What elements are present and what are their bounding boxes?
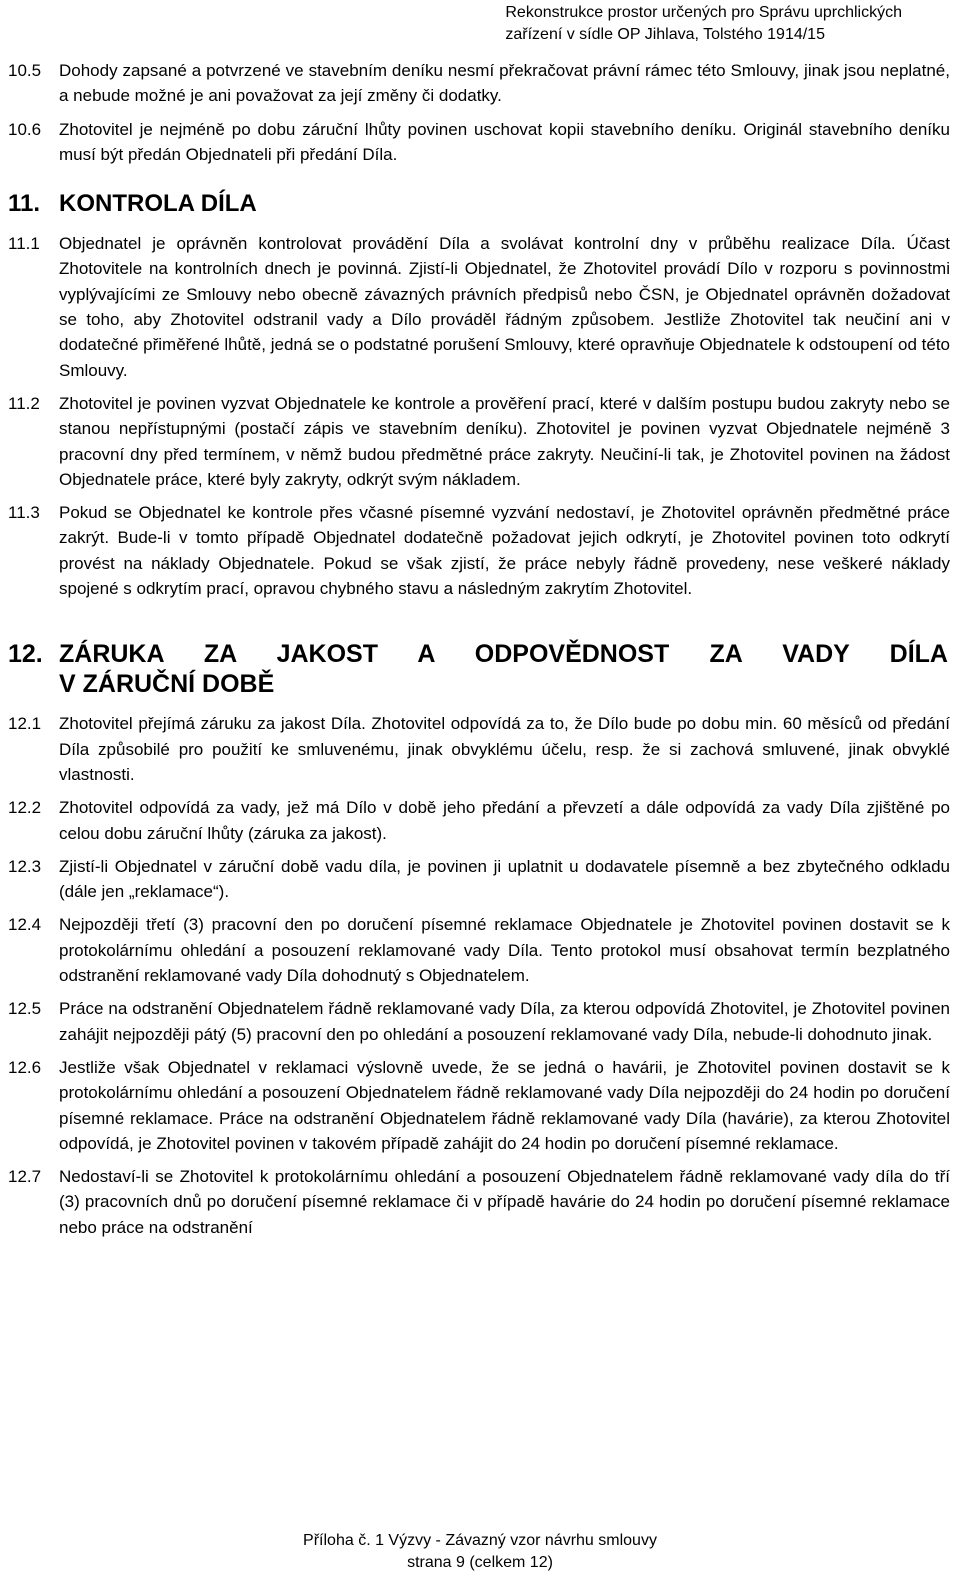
clause-11-1 [8, 231, 950, 383]
clause-text: Zjistí-li Objednatel v záruční době vadu díla, je povinen ji uplatnit u dodavatele písemně a bez zbytečného odkladu (dále jen „reklamace“). [59, 856, 950, 902]
clause-10-6 [8, 117, 950, 168]
clause-number: 10.6 [8, 119, 42, 139]
section-11-heading [8, 189, 950, 219]
clause-number: 12.4 [8, 915, 42, 935]
clause-12-2 [8, 795, 950, 846]
clause-text: Dohody zapsané a potvrzené ve stavebním deníku nesmí překračovat právní rámec této Smlouvy, jinak jsou neplatné, a nebude možné je ani považovat za její změny či dodatky. [59, 61, 950, 106]
clause-text: Nejpozději třetí (3) pracovní den po doručení písemné reklamace Objednatele je Zhotovitel povinen dostavit se k protokolárnímu ohledání a posouzení reklamované vady Díla. Tento protokol musí obsahovat termín bezplatného odstranění reklamované vady Díla dohodnutý s Objednatelem. [59, 915, 950, 986]
clause-10-5 [8, 58, 950, 109]
clause-12-5 [8, 996, 950, 1047]
clause-text: Pokud se Objednatel ke kontrole přes včasné písemné vyzvání nedostaví, je Zhotovitel oprávněn předmětné práce zakrýt. Bude-li v tomto případě Objednatel dodatečně požadovat jejich odkrytí, je Zhotovitel povinen toto odkrytí provést na náklady Objednatele. Pokud se však zjistí, že práce nebyly řádně provedeny, nese veškeré náklady spojené s odkrytím prací, opravou chybného stavu a následným zakrytím Zhotovitel. [59, 503, 950, 599]
clause-12-7 [8, 1164, 950, 1240]
page-footer [0, 1530, 960, 1574]
clause-text: Práce na odstranění Objednatelem řádně reklamované vady Díla, za kterou odpovídá Zhotovitel, je Zhotovitel povinen zahájit nejpozději pátý (5) pracovní den po ohledání a posouzení reklamované vady Díla, nebude-li dohodnuto jinak. [59, 999, 950, 1044]
clause-12-3 [8, 854, 950, 905]
clause-text: Jestliže však Objednatel v reklamaci výslovně uvede, že se jedná o havárii, je Zhotovitel povinen dostavit se k protokolárnímu ohledání a posouzení Objednatelem řádně reklamované vady Díla nejpozději do 24 hodin po doručení písemné reklamace. Práce na odstranění Objednatelem řádně reklamované vady Díla (havárie), za kterou Zhotovitel odpovídá, je Zhotovitel povinen v takovém případě zahájit do 24 hodin po doručení písemné reklamace. [59, 1057, 950, 1153]
clause-number: 12.3 [8, 856, 42, 876]
clause-number: 11.1 [8, 234, 40, 254]
clause-12-4 [8, 912, 950, 988]
clause-11-2 [8, 391, 950, 492]
clause-text: Objednatel je oprávněn kontrolovat provádění Díla a svolávat kontrolní dny v průběhu realizace Díla. Účast Zhotovitele na kontrolních dnech je povinná. Zjistí-li Objednatel, že Zhotovitel provádí Dílo v rozporu s povinnostmi vyplývajícími ze Smlouvy nebo obecně závazných právních předpisů nebo ČSN, je Objednatel oprávněn dožadovat se toho, aby Zhotovitel odstranil vady a Dílo prováděl řádným způsobem. Jestliže Zhotovitel tak neučiní ani v dodatečné přiměřené lhůtě, jedná se o podstatné porušení Smlouvy, které opravňuje Objednatele k odstoupení od této Smlouvy. [59, 234, 950, 380]
clause-text: Zhotovitel je povinen vyzvat Objednatele ke kontrole a prověření prací, které v dalším postupu budou zakryty nebo se stanou nepřístupnými (postačí zápis ve stavebním deníku). Zhotovitel je povinen vyzvat Objednatele nejméně 3 pracovní dny před termínem, v němž budou předmětné práce zakryty. Neučiní-li tak, je Zhotovitel povinen na žádost Objednatele práce, které byly zakryty, odkrýt svým nákladem. [59, 393, 950, 489]
clause-number: 12.6 [8, 1057, 42, 1077]
clause-number: 12.5 [8, 999, 42, 1019]
header-line-1: Rekonstrukce prostor určených pro Správu uprchlických [505, 4, 902, 21]
clause-number: 10.5 [8, 61, 42, 80]
page-number: strana 9 (celkem 12) [407, 1554, 553, 1571]
section-title-line-2: V ZÁRUČNÍ DOBĚ [59, 670, 275, 699]
section-title-line-1: ZÁRUKA ZA JAKOST A ODPOVĚDNOST ZA VADY DÍLA [59, 640, 948, 669]
footer-attachment-title: Příloha č. 1 Výzvy - Závazný vzor návrhu smlouvy [303, 1532, 657, 1549]
clause-text: Zhotovitel je nejméně po dobu záruční lhůty povinen uschovat kopii stavebního deníku. Originál stavebního deníku musí být předán Objednateli při předání Díla. [59, 119, 950, 164]
header-line-2: zařízení v sídle OP Jihlava, Tolstého 1914/15 [505, 26, 825, 43]
clause-number: 12.2 [8, 798, 42, 818]
section-title: KONTROLA DÍLA [59, 190, 257, 218]
clause-text: Zhotovitel přejímá záruku za jakost Díla. Zhotovitel odpovídá za to, že Dílo bude po dobu min. 60 měsíců od předání Díla způsobilé pro použití ke smluvenému, jinak obvyklému účelu, resp. že si zachová smluvené, jinak obvyklé vlastnosti. [59, 714, 950, 784]
section-number: 12. [8, 640, 43, 669]
clause-11-3 [8, 500, 950, 601]
clause-number: 12.7 [8, 1167, 42, 1187]
section-12-heading [8, 639, 950, 699]
clause-text: Zhotovitel odpovídá za vady, jež má Dílo v době jeho předání a převzetí a dále odpovídá za vady Díla zjištěné po celou dobu záruční lhůty (záruka za jakost). [59, 798, 950, 843]
clause-12-6 [8, 1055, 950, 1156]
page-header [505, 2, 902, 46]
clause-number: 12.1 [8, 714, 42, 734]
clause-number: 11.2 [8, 393, 40, 413]
document-body [8, 58, 950, 1240]
clause-text: Nedostaví-li se Zhotovitel k protokolárnímu ohledání a posouzení Objednatelem řádně reklamované vady díla do tří (3) pracovních dnů po doručení písemné reklamace či v případě havárie do 24 hodin po doručení písemné reklamace nebo práce na odstranění [59, 1167, 950, 1237]
section-number: 11. [8, 190, 41, 218]
clause-12-1 [8, 711, 950, 787]
clause-number: 11.3 [8, 503, 40, 523]
